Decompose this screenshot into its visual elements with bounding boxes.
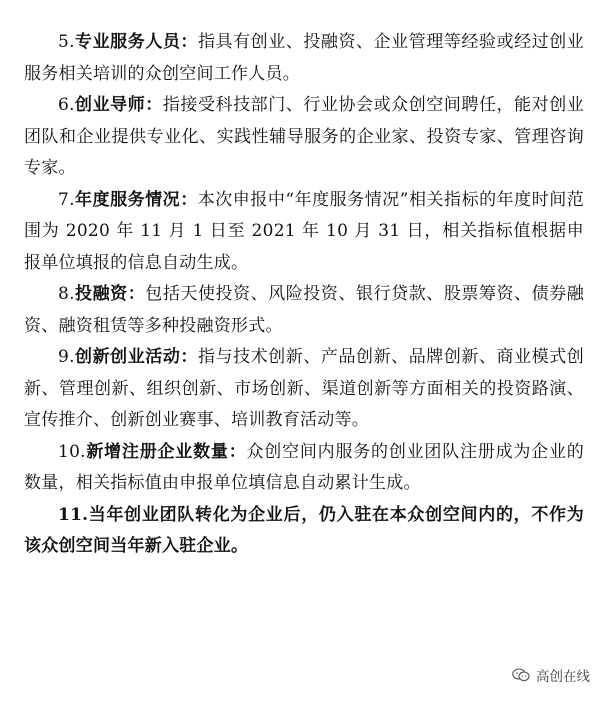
item-term: 年度服务情况 bbox=[74, 189, 181, 210]
item-number: 5. bbox=[58, 32, 75, 52]
item-colon: ： bbox=[127, 284, 146, 304]
item-number: 10. bbox=[58, 441, 86, 462]
item-colon: ： bbox=[180, 347, 198, 367]
definition-item-5 bbox=[24, 27, 584, 90]
item-number: 8. bbox=[58, 284, 75, 304]
item-colon: ： bbox=[145, 95, 163, 115]
item-text: 当年创业团队转化为企业后，仍入驻在本众创空间内的，不作为该众创空间当年新入驻企业。 bbox=[24, 504, 584, 556]
item-number: 9. bbox=[58, 347, 75, 367]
item-colon: ： bbox=[228, 441, 247, 462]
final-note bbox=[24, 500, 584, 563]
item-colon: ： bbox=[180, 189, 198, 210]
item-text: 本次申报中“年度服务情况”相关指标的年度时间范围为 2020 年 11 月 1 日至 2021 年 10 月 31 日，相关指标值根据申报单位填报的信息自动生成。 bbox=[24, 189, 585, 273]
item-term: 投融资 bbox=[74, 284, 128, 304]
item-text: 众创空间内服务的创业团队注册成为企业的数量，相关指标值由申报单位填信息自动累计生成。 bbox=[24, 441, 585, 493]
item-text: 包括天使投资、风险投资、银行贷款、股票筹资、债券融资、融资租赁等多种投融资形式。 bbox=[24, 284, 585, 336]
definition-item-10 bbox=[24, 437, 584, 500]
item-number: 11. bbox=[58, 504, 89, 525]
item-term: 创新创业活动 bbox=[74, 347, 181, 367]
item-number: 7. bbox=[58, 189, 75, 210]
item-text: 指与技术创新、产品创新、品牌创新、商业模式创新、管理创新、组织创新、市场创新、渠道创新等方面相关的投资路演、宣传推介、创新创业赛事、培训教育活动等。 bbox=[24, 347, 585, 430]
item-text: 指具有创业、投融资、企业管理等经验或经过创业服务相关培训的众创空间工作人员。 bbox=[24, 32, 585, 84]
item-text: 指接受科技部门、行业协会或众创空间聘任，能对创业团队和企业提供专业化、实践性辅导服务的企业家、投资专家、管理咨询专家。 bbox=[24, 95, 585, 178]
item-number: 6. bbox=[58, 95, 75, 115]
definition-item-7 bbox=[24, 185, 584, 280]
item-term: 创业导师 bbox=[74, 95, 146, 115]
definition-item-9 bbox=[24, 342, 584, 437]
item-term: 新增注册企业数量 bbox=[85, 441, 229, 462]
watermark bbox=[512, 665, 590, 685]
definition-item-6 bbox=[24, 90, 584, 185]
item-term: 专业服务人员 bbox=[74, 32, 181, 52]
wechat-icon bbox=[512, 668, 530, 682]
definition-item-8 bbox=[24, 279, 584, 342]
item-colon: ： bbox=[180, 32, 198, 52]
document-body bbox=[24, 27, 584, 563]
watermark-label: 高创在线 bbox=[536, 669, 590, 685]
